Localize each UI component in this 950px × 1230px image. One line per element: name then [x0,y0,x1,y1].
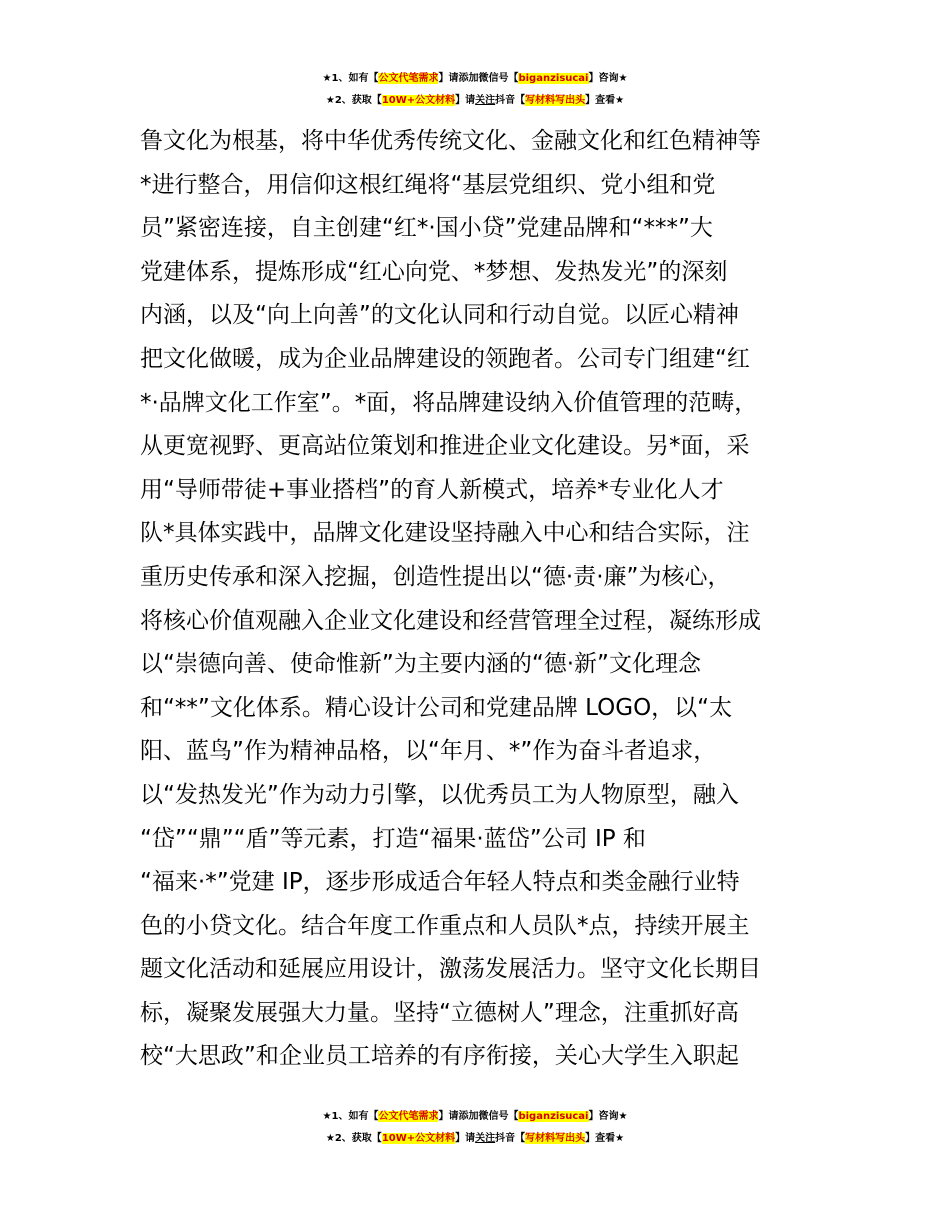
body-line: 内涵，以及“向上向善”的文化认同和行动自觉。以匠心精神 [140,302,739,329]
underlined-follow: 关注 [475,95,496,106]
body-line: 色的小贷文化。结合年度工作重点和人员队*点，持续开展主 [140,912,750,939]
body-line: *·品牌文化工作室”。*面，将品牌建设纳入价值管理的范畴， [140,389,758,416]
body-line: “岱”“鼎”“盾”等元素，打造“福果·蓝岱”公司 IP 和 [140,825,646,852]
banner-text: 抖音【 [495,1133,526,1144]
body-line: 重历史传承和深入挖掘，创造性提出以“德·责·廉”为核心， [140,563,731,590]
banner-text: ★2、获取【 [325,95,382,106]
body-line: 鲁文化为根基，将中华优秀传统文化、金融文化和红色精神等 [140,128,761,154]
highlight-service: 公文代笔需求 [378,73,439,84]
banner-text: 】咨询★ [588,1111,628,1122]
body-line: “福来·*”党建 IP，逐步形成适合年轻人特点和类金融行业特 [140,869,740,896]
banner-text: ★1、如有【 [322,73,379,84]
banner-text: 】查看★ [585,95,625,106]
banner-text: 】请添加微信号【 [438,1111,519,1122]
highlight-materials: 10W+公文材料 [381,95,456,106]
body-line: *进行整合，用信仰这根红绳将“基层党组织、党小组和党 [140,171,716,198]
header-banner [0,68,950,112]
body-line: 校“大思政”和企业员工培养的有序衔接，关心大学生入职起 [140,1043,739,1070]
banner-text: 】咨询★ [588,73,628,84]
banner-text: 】请添加微信号【 [438,73,519,84]
footer-banner [0,1106,950,1150]
banner-text: 】查看★ [585,1133,625,1144]
body-line: 把文化做暖，成为企业品牌建设的领跑者。公司专门组建“红 [140,345,750,372]
body-line: 员”紧密连接，自主创建“红*·国小贷”党建品牌和“***”大 [140,215,713,242]
body-line: 从更宽视野、更高站位策划和推进企业文化建设。另*面，采 [140,433,750,460]
banner-line-2 [0,90,950,112]
body-line: 党建体系，提炼形成“红心向党、*梦想、发热发光”的深刻 [140,258,728,285]
highlight-wechat-id: biganzisucai [518,73,589,84]
body-line: 标，凝聚发展强大力量。坚持“立德树人”理念，注重抓好高 [140,999,739,1026]
banner-line-2 [0,1128,950,1150]
highlight-wechat-id: biganzisucai [518,1111,589,1122]
body-line: 阳、蓝鸟”作为精神品格，以“年月、*”作为奋斗者追求， [140,738,717,765]
body-line: 以“崇德向善、使命惟新”为主要内涵的“德·新”文化理念 [140,651,701,678]
banner-text: 】请 [455,95,476,106]
body-line: 题文化活动和延展应用设计，激荡发展活力。坚守文化长期目 [140,956,761,983]
banner-text: ★2、获取【 [325,1133,382,1144]
underlined-follow: 关注 [475,1133,496,1144]
banner-text: 抖音【 [495,95,526,106]
highlight-douyin: 写材料写出头 [525,95,586,106]
banner-text: ★1、如有【 [322,1111,379,1122]
highlight-materials: 10W+公文材料 [381,1133,456,1144]
banner-text: 】请 [455,1133,476,1144]
body-line: 将核心价值观融入企业文化建设和经营管理全过程，凝练形成 [140,607,761,634]
body-line: 队*具体实践中，品牌文化建设坚持融入中心和结合实际，注 [140,520,750,547]
highlight-douyin: 写材料写出头 [525,1133,586,1144]
highlight-service: 公文代笔需求 [378,1111,439,1122]
banner-line-1 [0,1106,950,1128]
body-line: 和“**”文化体系。精心设计公司和党建品牌 LOGO，以“太 [140,694,733,721]
document-body [140,120,830,1079]
banner-line-1 [0,68,950,90]
body-line: 以“发热发光”作为动力引擎，以优秀员工为人物原型，融入 [140,781,739,808]
body-line: 用“导师带徒+事业搭档”的育人新模式，培养*专业化人才 [140,476,724,503]
